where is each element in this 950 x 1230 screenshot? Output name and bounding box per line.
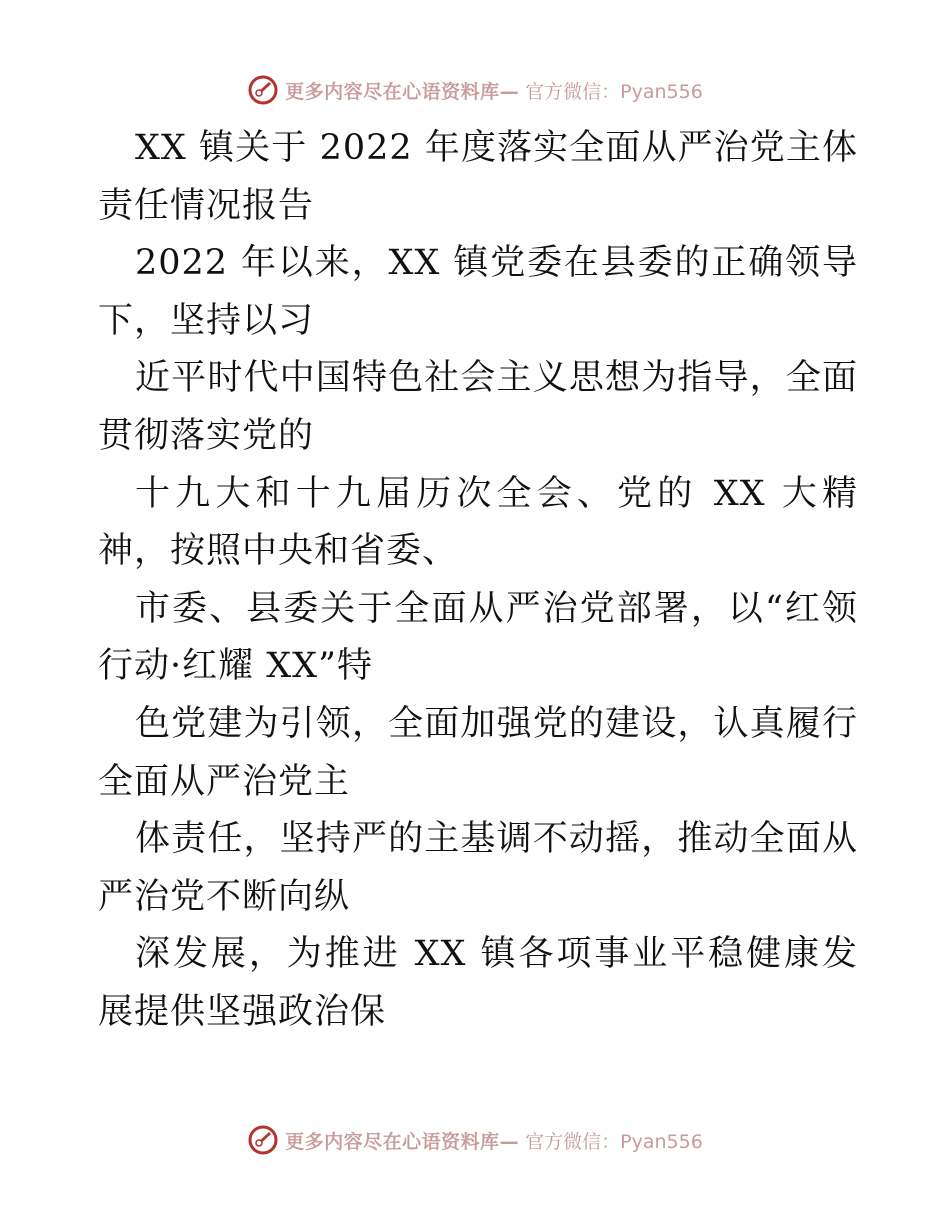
paragraph-5: 色党建为引领，全面加强党的建设，认真履行全面从严治党主 <box>98 703 858 802</box>
brand-logo-icon <box>247 1124 279 1156</box>
header-banner <box>0 70 950 110</box>
document-title: XX 镇关于 2022 年度落实全面从严治党主体责任情况报告 <box>98 128 858 226</box>
footer-banner <box>0 1120 950 1160</box>
paragraph-1: 2022 年以来，XX 镇党委在县委的正确领导下，坚持以习 <box>98 243 858 341</box>
footer-banner-wechat: 官方微信：Pyan556 <box>525 1130 703 1153</box>
header-banner-wechat: 官方微信：Pyan556 <box>525 80 703 103</box>
paragraph-3: 十九大和十九届历次全会、党的 XX 大精神，按照中央和省委、 <box>98 473 858 572</box>
footer-banner-text: 更多内容尽在心语资料库— <box>285 1130 520 1153</box>
header-banner-text: 更多内容尽在心语资料库— <box>285 80 520 103</box>
paragraph-2: 近平时代中国特色社会主义思想为指导，全面贯彻落实党的 <box>98 358 858 456</box>
brand-logo-icon <box>247 74 279 106</box>
document-body <box>98 120 858 1042</box>
paragraph-4: 市委、县委关于全面从严治党部署，以“红领行动·红耀 XX”特 <box>98 588 858 687</box>
paragraph-6: 体责任，坚持严的主基调不动摇，推动全面从严治党不断向纵 <box>98 819 858 917</box>
paragraph-7: 深发展，为推进 XX 镇各项事业平稳健康发展提供坚强政治保 <box>98 934 858 1032</box>
